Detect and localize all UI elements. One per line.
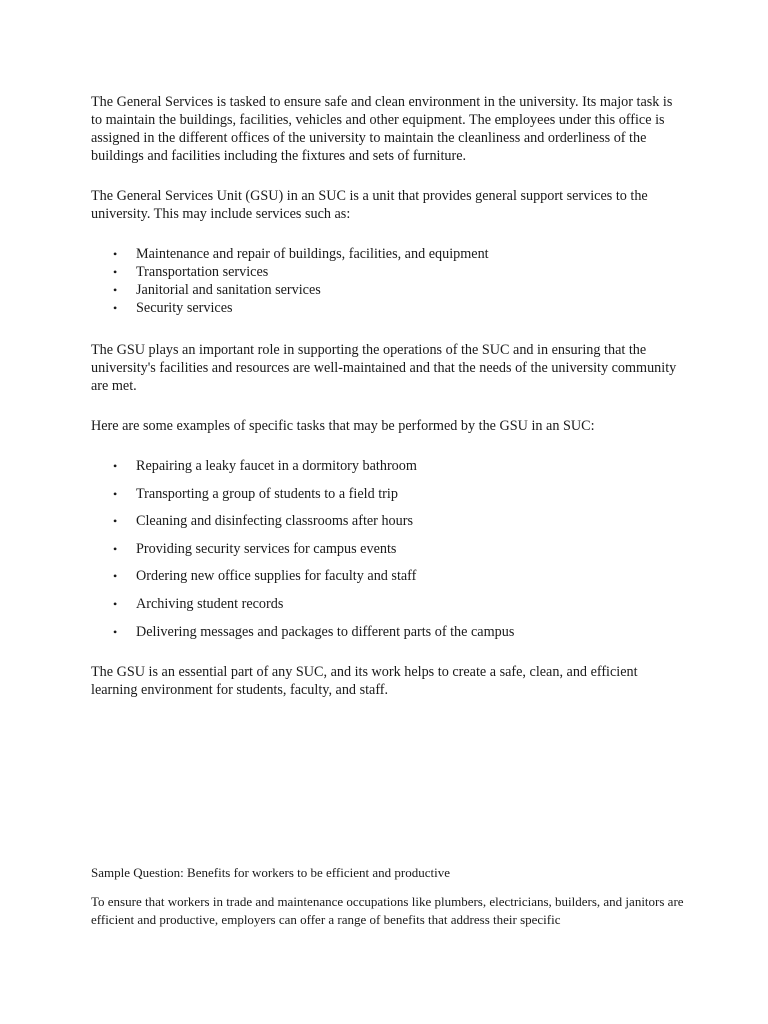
list-item-text: Ordering new office supplies for faculty and staff: [136, 568, 417, 585]
list-item-text: Cleaning and disinfecting classrooms after hours: [136, 513, 413, 530]
list-item: [113, 595, 681, 613]
list-item-text: Transporting a group of students to a field trip: [136, 485, 398, 502]
paragraph-conclusion: The GSU is an essential part of any SUC, and its work helps to create a safe, clean, and efficient learning environment for students, faculty, and staff.: [91, 663, 638, 698]
list-item: [113, 457, 681, 475]
bullet-icon: •: [113, 301, 118, 315]
bullet-icon: •: [113, 459, 118, 473]
paragraph-general-services: The General Services is tasked to ensure safe and clean environment in the university. Its major task is to maintain the buildings, facilities, vehicles and other equipment. The employees under this office is assigned in the different offices of the university to maintain the cleanliness and orderliness of the buildings and facilities including the fixtures and sets of furniture.: [91, 94, 673, 164]
document-body: [91, 93, 681, 699]
list-item: [113, 299, 681, 317]
bullet-icon: •: [113, 265, 118, 279]
sample-question: Sample Question: Benefits for workers to be efficient and productive: [91, 865, 450, 880]
list-item-text: Archiving student records: [136, 595, 284, 612]
list-item-text: Delivering messages and packages to different parts of the campus: [136, 623, 515, 640]
list-item: [113, 263, 681, 281]
paragraph-gsu-definition: The General Services Unit (GSU) in an SUC is a unit that provides general support services to the university. This may include services such as:: [91, 188, 648, 222]
bullet-icon: •: [113, 596, 118, 611]
list-item-text: Janitorial and sanitation services: [136, 282, 321, 298]
list-item: [113, 567, 681, 585]
list-item: [113, 623, 681, 641]
list-item: [113, 485, 681, 503]
bullet-icon: •: [113, 541, 118, 556]
list-item: [113, 512, 681, 530]
tasks-list: [91, 457, 681, 641]
list-item-text: Providing security services for campus events: [136, 540, 397, 557]
bullet-icon: •: [113, 486, 118, 501]
services-list: [91, 245, 681, 317]
sample-answer: To ensure that workers in trade and maintenance occupations like plumbers, electricians, builders, and janitors are efficient and productive, employers can offer a range of benefits that address their specific: [91, 894, 684, 927]
bullet-icon: •: [113, 283, 118, 297]
bullet-icon: •: [113, 247, 118, 261]
list-item: [113, 281, 681, 299]
bullet-icon: •: [113, 624, 118, 639]
sample-section: [91, 864, 691, 929]
list-item: [113, 245, 681, 263]
list-item-text: Transportation services: [136, 264, 269, 280]
paragraph-tasks-intro: Here are some examples of specific tasks that may be performed by the GSU in an SUC:: [91, 418, 595, 434]
list-item-text: Repairing a leaky faucet in a dormitory bathroom: [136, 458, 417, 474]
list-item-text: Security services: [136, 300, 233, 316]
bullet-icon: •: [113, 514, 118, 529]
bullet-icon: •: [113, 569, 118, 584]
paragraph-gsu-role: The GSU plays an important role in supporting the operations of the SUC and in ensuring that the university's facilities and resources are well-maintained and that the needs of the university community are met.: [91, 342, 677, 394]
list-item-text: Maintenance and repair of buildings, facilities, and equipment: [136, 246, 489, 262]
list-item: [113, 540, 681, 558]
